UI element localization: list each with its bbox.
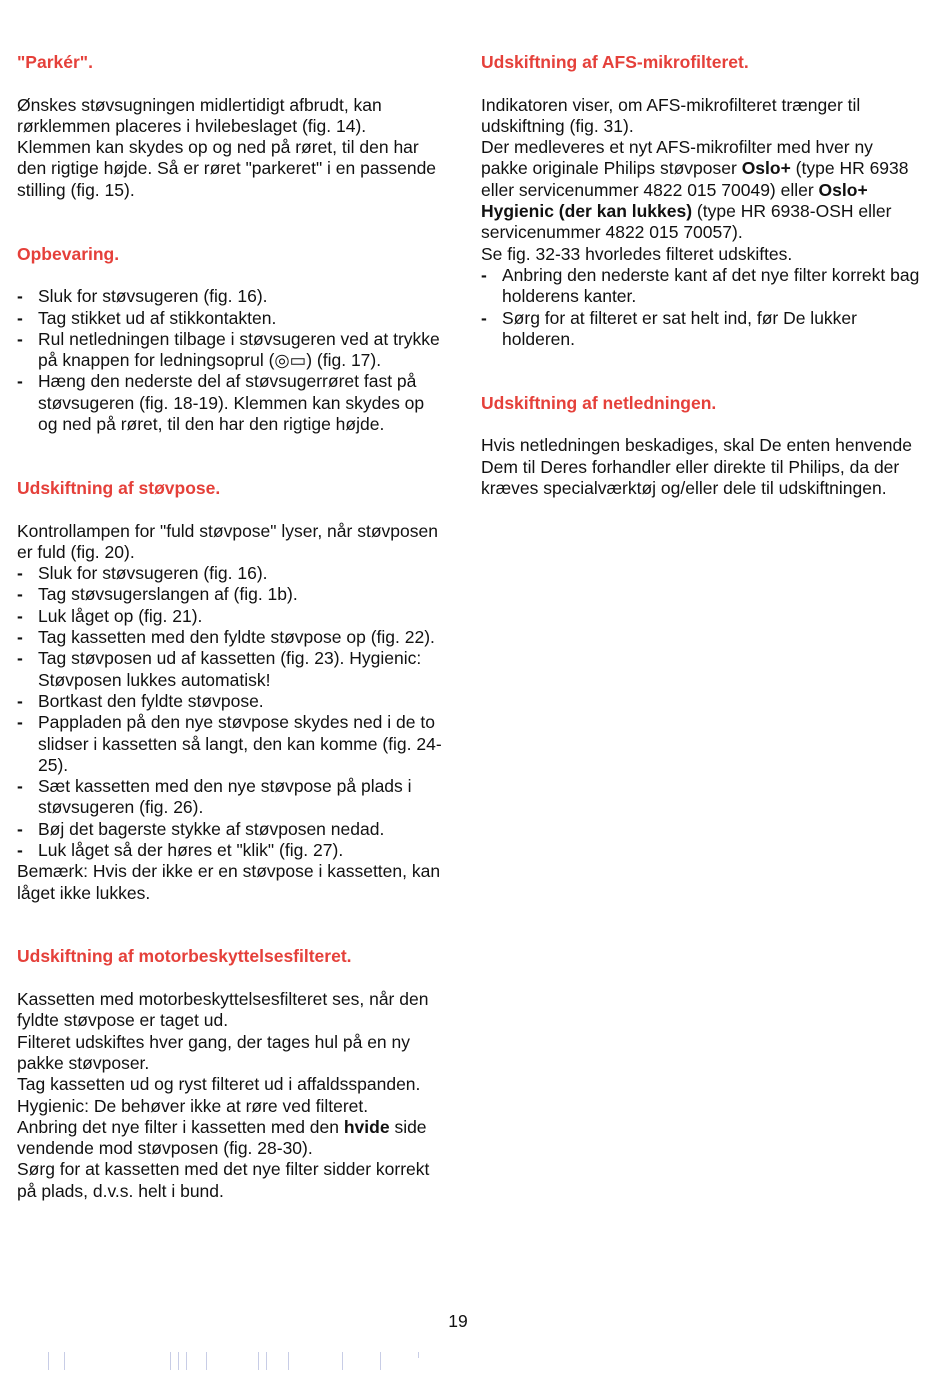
motor-paragraph-3: Tag kassetten ud og ryst filteret ud i affaldsspanden. Hygienic: De behøver ikke at røre ved filteret.: [17, 1074, 421, 1116]
list-item: - Sæt kassetten med den nye støvpose på plads i støvsugeren (fig. 26).: [17, 776, 447, 819]
motor-paragraph-2: Filteret udskiftes hver gang, der tages hul på en ny pakke støvposer.: [17, 1031, 411, 1073]
list-item: - Tag stikket ud af stikkontakten.: [17, 308, 447, 329]
list-item: - Luk låget så der høres et "klik" (fig. 27).: [17, 840, 447, 861]
section-heading-parker: "Parkér".: [17, 52, 93, 72]
afs-p2-bold-oslo: Oslo+: [741, 158, 791, 179]
section-heading-motor: Udskiftning af motorbeskyttelsesfilteret.: [17, 946, 352, 967]
section-heading-afs: Udskiftning af AFS-mikrofilteret.: [481, 52, 749, 72]
stovpose-note: Bemærk: Hvis der ikke er en støvpose i kassetten, kan låget ikke lukkes.: [17, 861, 441, 903]
afs-p2-part-e: (type HR 6938-OSH eller servicenummer 4822 015 70057).: [481, 201, 892, 243]
list-item: - Sluk for støvsugeren (fig. 16).: [17, 563, 447, 584]
afs-list: [481, 265, 921, 350]
section-heading-opbevaring: Opbevaring.: [17, 243, 120, 264]
list-item: - Tag støvsugerslangen af (fig. 1b).: [17, 584, 447, 605]
list-item: - Tag kassetten med den fyldte støvpose op (fig. 22).: [17, 627, 447, 648]
motor-paragraph-5: Sørg for at kassetten med det nye filter sidder korrekt på plads, d.v.s. helt i bund.: [17, 1159, 430, 1201]
list-item: - Bortkast den fyldte støvpose.: [17, 691, 447, 712]
stovpose-intro: Kontrollampen for "fuld støvpose" lyser, når støvposen er fuld (fig. 20).: [17, 520, 438, 562]
list-item: - Tag støvposen ud af kassetten (fig. 23). Hygienic: Støvposen lukkes automatisk!: [17, 648, 447, 691]
scan-marks: [40, 1352, 440, 1372]
afs-paragraph-1: Indikatoren viser, om AFS-mikrofilteret trænger til udskiftning (fig. 31).: [481, 94, 861, 136]
list-item: - Luk låget op (fig. 21).: [17, 606, 447, 627]
motor-p4-start: Anbring det nye filter i kassetten med den: [17, 1116, 344, 1137]
list-item: - Sluk for støvsugeren (fig. 16).: [17, 286, 447, 307]
right-column: [481, 52, 921, 499]
motor-p4-bold: hvide: [343, 1116, 390, 1137]
stovpose-list: [17, 563, 447, 861]
afs-p2-bold-hygienic: Oslo+ Hygienic (der kan lukkes): [481, 179, 868, 222]
list-item: - Hæng den nederste del af støvsugerrøret fast på støvsugeren (fig. 18-19). Klemmen kan skydes op og ned på røret, til den har den rigtige højde.: [17, 371, 447, 435]
parker-paragraph-2: Klemmen kan skydes op og ned på røret, til den har den rigtige højde. Så er røret "parkeret" i en passende stilling (fig. 15).: [17, 137, 437, 200]
motor-paragraph-1: Kassetten med motorbeskyttelsesfilteret ses, når den fyldte støvpose er taget ud.: [17, 989, 429, 1031]
opbevaring-list: [17, 286, 447, 435]
list-item: - Pappladen på den nye støvpose skydes ned i de to slidser i kassetten så langt, den kan komme (fig. 24-25).: [17, 712, 447, 776]
netledning-paragraph: Hvis netledningen beskadiges, skal De enten henvende Dem til Deres forhandler eller direkte til Philips, da der kræves specialværktøj og/eller dele til udskiftningen.: [481, 435, 912, 498]
list-item: - Anbring den nederste kant af det nye filter korrekt bag holderens kanter.: [481, 265, 921, 308]
motor-p4-end: side vendende mod støvposen (fig. 28-30).: [17, 1116, 427, 1159]
afs-paragraph-2: [481, 137, 921, 243]
page-number: 19: [448, 1311, 468, 1331]
motor-paragraph-4: [17, 1117, 447, 1160]
list-item: - Sørg for at filteret er sat helt ind, før De lukker holderen.: [481, 308, 921, 351]
list-item: - Rul netledningen tilbage i støvsugeren ved at trykke på knappen for ledningsoprul (◎▭) (fig. 17).: [17, 329, 447, 372]
afs-p2-part-c: (type HR 6938 eller servicenummer 4822 015 70049) eller: [481, 158, 909, 200]
afs-p2-part-a: Der medleveres et nyt AFS-mikrofilter med hver ny pakke originale Philips støvposer: [481, 137, 873, 179]
list-item: - Bøj det bagerste stykke af støvposen nedad.: [17, 819, 447, 840]
afs-paragraph-3: Se fig. 32-33 hvorledes filteret udskiftes.: [481, 243, 793, 264]
parker-paragraph-1: Ønskes støvsugningen midlertidigt afbrudt, kan rørklemmen placeres i hvilebeslaget (fig. 14).: [17, 94, 382, 136]
section-heading-stovpose: Udskiftning af støvpose.: [17, 477, 221, 498]
left-column: [17, 52, 447, 1202]
section-heading-netledning: Udskiftning af netledningen.: [481, 392, 717, 413]
